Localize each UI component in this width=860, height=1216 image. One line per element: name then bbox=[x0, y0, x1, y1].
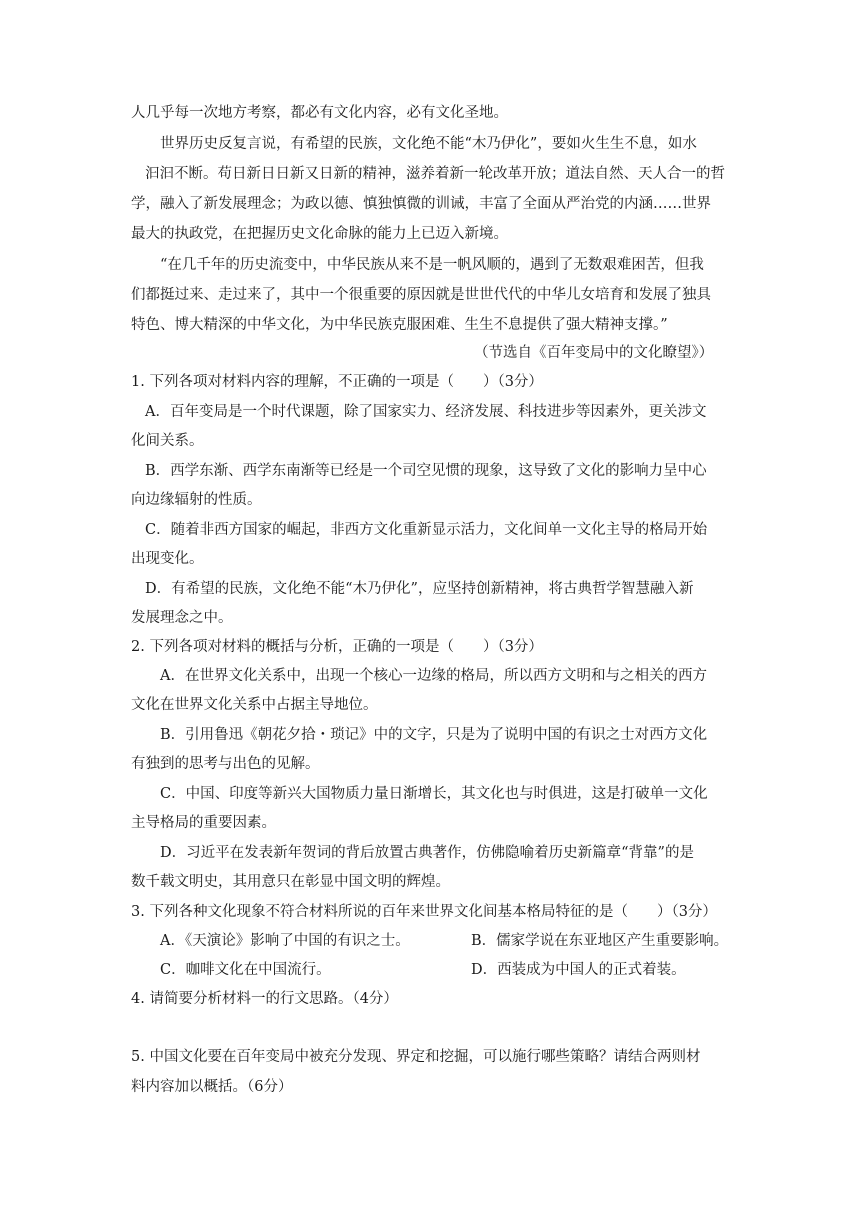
option-line: 数千载文明史，其用意只在彰显中国文明的辉煌。 bbox=[131, 874, 450, 890]
option-line: 发展理念之中。 bbox=[131, 610, 233, 626]
option-line: A．在世界文化关系中，出现一个核心一边缘的格局，所以西方文明和与之相关的西方 bbox=[160, 668, 707, 684]
passage-line: 人几乎每一次地方考察，都必有文化内容，必有文化圣地。 bbox=[131, 105, 508, 121]
question-4-stem: 4. 请简要分析材料一的行文思路。（4分） bbox=[131, 991, 398, 1007]
option-line: 化间关系。 bbox=[131, 433, 204, 449]
option-a: A．《天演论》影响了中国的有识之士。 bbox=[160, 933, 410, 949]
option-line: B．引用鲁迅《朝花夕拾・琐记》中的文字，只是为了说明中国的有识之士对西方文化 bbox=[160, 727, 708, 743]
passage-line: 最大的执政党，在把握历史文化命脉的能力上已迈入新境。 bbox=[131, 226, 508, 242]
passage-line: 特色、博大精深的中华文化，为中华民族克服困难、生生不息提供了强大精神支撑。” bbox=[131, 317, 668, 333]
question-3-stem: 3. 下列各种文化现象不符合材料所说的百年来世界文化间基本格局特征的是（ ）（3分） bbox=[131, 904, 717, 920]
option-line: D．习近平在发表新年贺词的背后放置古典著作，仿佛隐喻着历史新篇章“背靠”的是 bbox=[160, 845, 694, 861]
option-line: 有独到的思考与出色的见解。 bbox=[131, 756, 320, 772]
source-citation: （节选自《百年变局中的文化瞭望》） bbox=[474, 345, 714, 361]
question-5-stem: 料内容加以概括。（6分） bbox=[131, 1079, 293, 1095]
question-2-stem: 2. 下列各项对材料的概括与分析，正确的一项是（ ）（3分） bbox=[131, 639, 543, 655]
option-line: C．中国、印度等新兴大国物质力量日渐增长，其文化也与时俱进，这是打破单一文化 bbox=[160, 786, 708, 802]
question-5-stem: 5. 中国文化要在百年变局中被充分发现、界定和挖掘，可以施行哪些策略？请结合两则材 bbox=[131, 1049, 701, 1065]
passage-line: “在几千年的历史流变中，中华民族从来不是一帆风顺的，遇到了无数艰难困苦，但我 bbox=[160, 257, 704, 273]
option-d: D．西装成为中国人的正式着装。 bbox=[471, 962, 686, 978]
option-line: 向边缘辐射的性质。 bbox=[131, 492, 262, 508]
passage-line: 学，融入了新发展理念；为政以德、慎独慎微的训诫，丰富了全面从严治党的内涵……世界 bbox=[131, 196, 711, 212]
question-1-stem: 1. 下列各项对材料内容的理解，不正确的一项是（ ）（3分） bbox=[131, 374, 543, 390]
option-line: B．西学东渐、西学东南渐等已经是一个司空见惯的现象，这导致了文化的影响力呈中心 bbox=[145, 463, 707, 479]
option-line: C．随着非西方国家的崛起，非西方文化重新显示活力，文化间单一文化主导的格局开始 bbox=[145, 522, 708, 538]
option-line: 主导格局的重要因素。 bbox=[131, 815, 276, 831]
passage-line: 们都挺过来、走过来了，其中一个很重要的原因就是世世代代的中华儿女培育和发展了独具 bbox=[131, 287, 711, 303]
option-line: 文化在世界文化关系中占据主导地位。 bbox=[131, 697, 378, 713]
option-line: D．有希望的民族，文化绝不能“木乃伊化”，应坚持创新精神，将古典哲学智慧融入新 bbox=[145, 581, 694, 597]
passage-line: 世界历史反复言说，有希望的民族，文化绝不能“木乃伊化”，要如火生生不息，如水 bbox=[160, 136, 697, 152]
option-line: 出现变化。 bbox=[131, 551, 204, 567]
passage-line: 汩汩不断。苟日新日日新又日新的精神，滋养着新一轮改革开放；道法自然、天人合一的哲 bbox=[145, 166, 725, 182]
option-b: B．儒家学说在东亚地区产生重要影响。 bbox=[471, 933, 729, 949]
option-c: C．咖啡文化在中国流行。 bbox=[160, 962, 331, 978]
option-line: A．百年变局是一个时代课题，除了国家实力、经济发展、科技进步等因素外，更关涉文 bbox=[145, 404, 707, 420]
